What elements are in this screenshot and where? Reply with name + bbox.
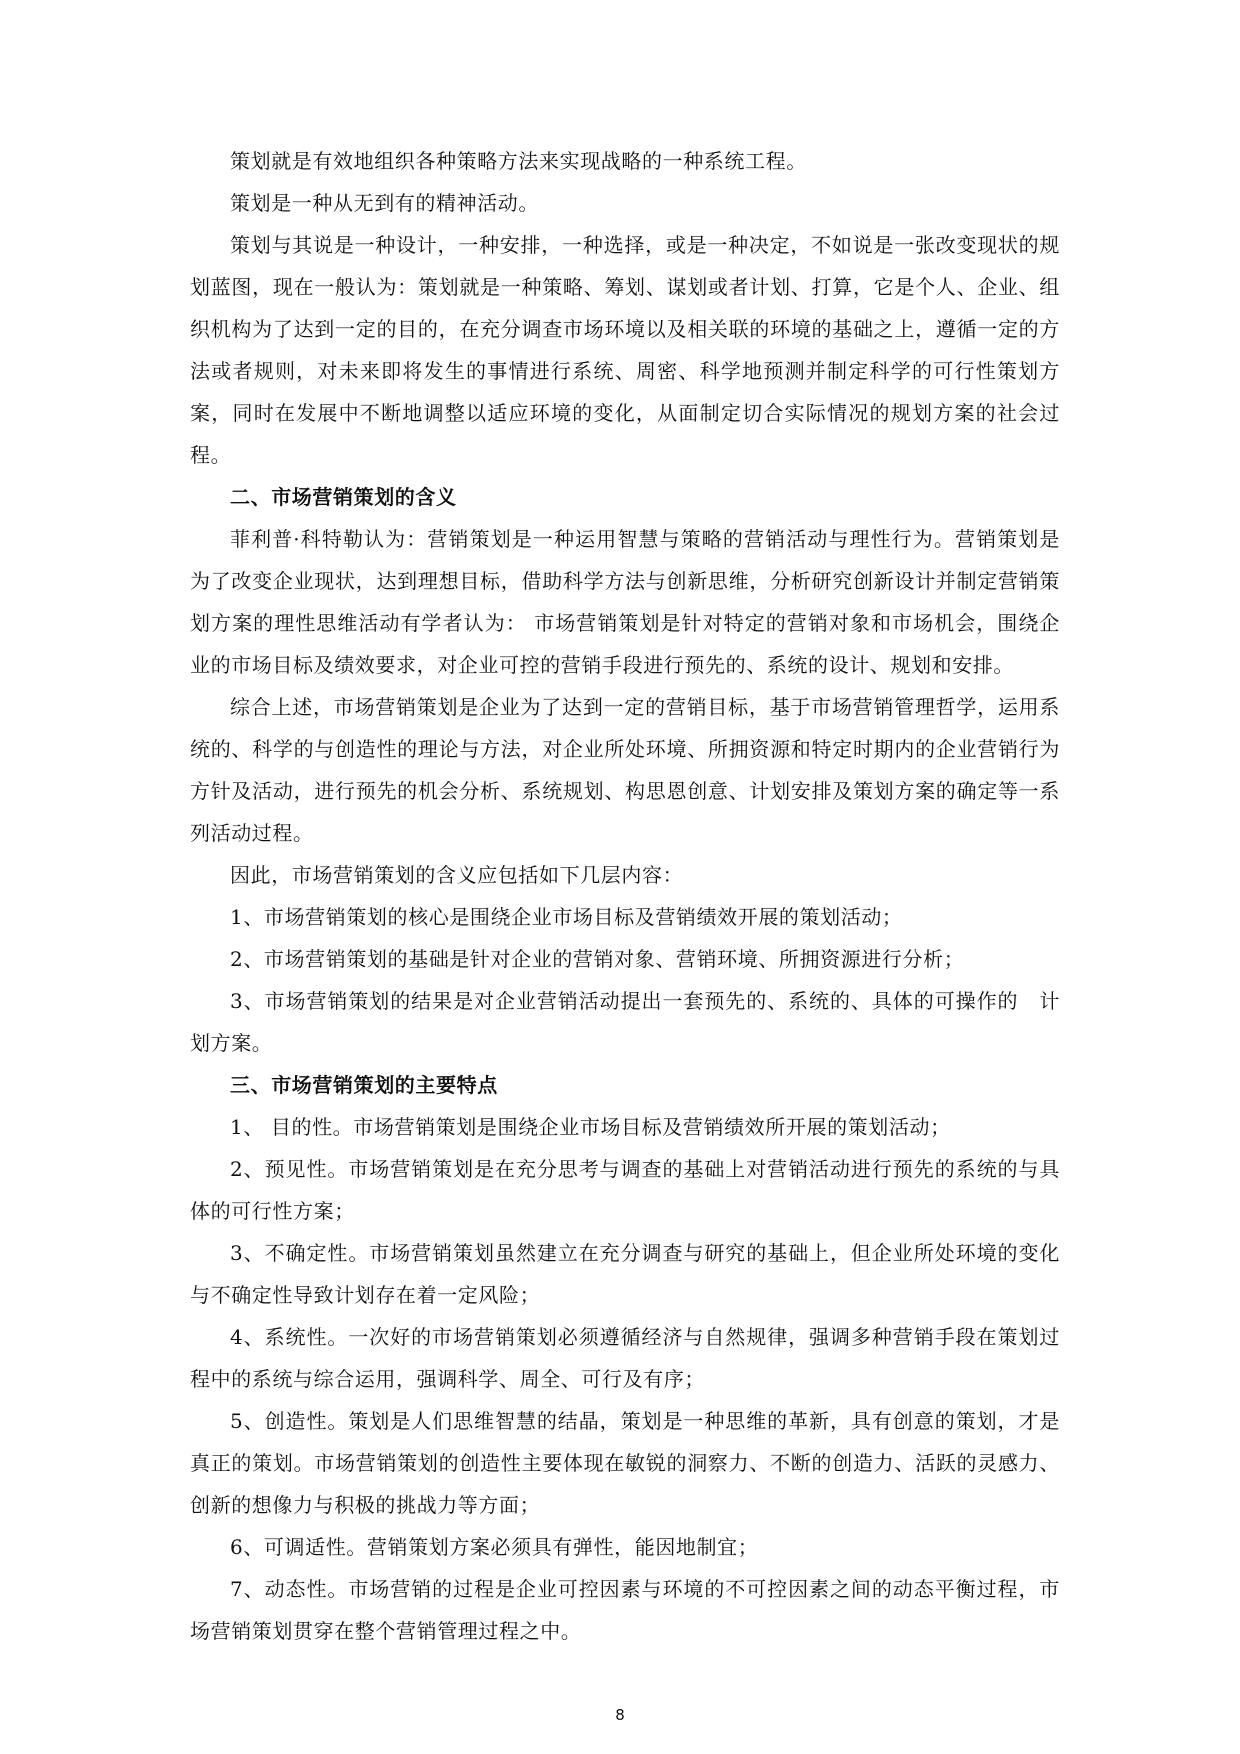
list-item-s3-5: 5、创造性。策划是人们思维智慧的结晶，策划是一种思维的革新，具有创意的策划，才是真正的策划。市场营销策划的创造性主要体现在敏锐的洞察力、不断的创造力、活跃的灵感力、创新的想像力与积极的挑战力等方面； [190,1409,1060,1517]
paragraph-intro-2: 策划是一种从无到有的精神活动。 [230,191,539,215]
paragraph-s2-1: 菲利普·科特勒认为：营销策划是一种运用智慧与策略的营销活动与理性行为。营销策划是为了改变企业现状，达到理想目标，借助科学方法与创新思维，分析研究创新设计并制定营销策划方案的理性思维活动有学者认为： 市场营销策划是针对特定的营销对象和市场机会，围绕企业的市场目标及绩效要求，对企业可控的营销手段进行预先的、系统的设计、规划和安排。 [190,527,1060,677]
list-item-s3-2: 2、预见性。市场营销策划是在充分思考与调查的基础上对营销活动进行预先的系统的与具体的可行性方案； [190,1157,1060,1223]
list-item-s2-1: 1、市场营销策划的核心是围绕企业市场目标及营销绩效开展的策划活动； [230,905,903,929]
list-item-s3-4: 4、系统性。一次好的市场营销策划必须遵循经济与自然规律，强调多种营销手段在策划过程中的系统与综合运用，强调科学、周全、可行及有序； [190,1325,1060,1391]
section-heading-3: 三、市场营销策划的主要特点 [230,1073,498,1097]
list-item-s2-2: 2、市场营销策划的基础是针对企业的营销对象、营销环境、所拥资源进行分析； [230,947,965,971]
section-heading-2: 二、市场营销策划的含义 [230,485,457,509]
page-number: 8 [615,1706,625,1724]
list-item-s3-3: 3、不确定性。市场营销策划虽然建立在充分调查与研究的基础上，但企业所处环境的变化与不确定性导致计划存在着一定风险； [190,1241,1060,1307]
paragraph-intro-3: 策划与其说是一种设计，一种安排，一种选择，或是一种决定，不如说是一张改变现状的规划蓝图，现在一般认为：策划就是一种策略、筹划、谋划或者计划、打算，它是个人、企业、组织机构为了达到一定的目的，在充分调查市场环境以及相关联的环境的基础之上，遵循一定的方法或者规则，对未来即将发生的事情进行系统、周密、科学地预测并制定科学的可行性策划方案，同时在发展中不断地调整以适应环境的变化，从面制定切合实际情况的规划方案的社会过程。 [190,233,1060,467]
document-body [190,140,1060,1652]
paragraph-s2-2: 综合上述，市场营销策划是企业为了达到一定的营销目标，基于市场营销管理哲学，运用系统的、科学的与创造性的理论与方法，对企业所处环境、所拥资源和特定时期内的企业营销行为方针及活动，进行预先的机会分析、系统规划、构思恩创意、计划安排及策划方案的确定等一系列活动过程。 [190,695,1060,845]
list-item-s3-7: 7、动态性。市场营销的过程是企业可控因素与环境的不可控因素之间的动态平衡过程，市场营销策划贯穿在整个营销管理过程之中。 [190,1577,1060,1643]
paragraph-s2-3: 因此，市场营销策划的含义应包括如下几层内容： [230,863,684,887]
list-item-s3-1: 1、 目的性。市场营销策划是围绕企业市场目标及营销绩效所开展的策划活动； [230,1115,951,1139]
list-item-s3-6: 6、可调适性。营销策划方案必须具有弹性，能因地制宜； [230,1535,759,1559]
list-item-s2-3: 3、市场营销策划的结果是对企业营销活动提出一套预先的、系统的、具体的可操作的 计划方案。 [190,989,1060,1055]
paragraph-intro-1: 策划就是有效地组织各种策略方法来实现战略的一种系统工程。 [230,149,807,173]
